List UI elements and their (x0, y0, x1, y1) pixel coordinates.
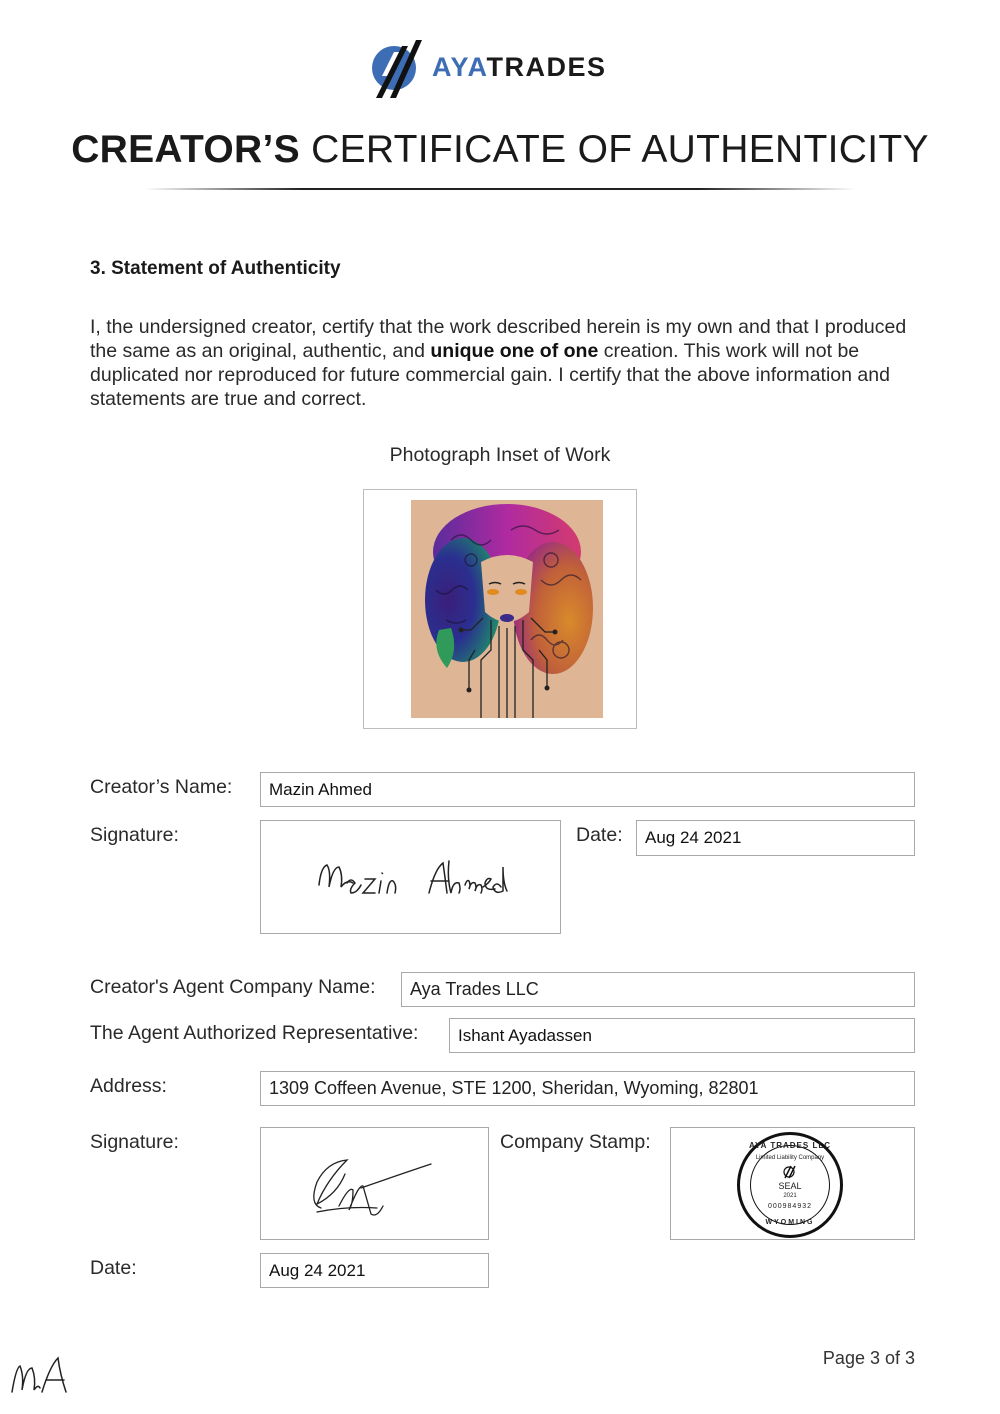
photo-frame (363, 489, 637, 729)
brand-name (432, 52, 607, 83)
creator-name-field[interactable]: Mazin Ahmed (260, 772, 915, 807)
stamp-label: Company Stamp: (500, 1131, 651, 1153)
aya-logo-mark-icon (372, 40, 422, 98)
brand-name-trades: TRADES (486, 52, 607, 82)
seal-logo-icon (783, 1165, 797, 1179)
title-rest: CERTIFICATE OF AUTHENTICITY (299, 128, 929, 171)
agent-signature-label: Signature: (90, 1131, 179, 1153)
brand-name-aya: AYA (432, 52, 487, 82)
creator-name-label: Creator’s Name: (90, 776, 233, 798)
company-seal (737, 1132, 843, 1238)
seal-word: SEAL (778, 1181, 802, 1191)
statement-text-bold: unique one of one (430, 340, 599, 362)
agent-signature-drawing (261, 1128, 488, 1239)
agent-rep-label: The Agent Authorized Representative: (90, 1022, 419, 1044)
statement-paragraph (90, 315, 920, 411)
seal-top-text: AYA TRADES LLC (748, 1141, 831, 1150)
company-stamp-box (670, 1127, 915, 1240)
creator-date-label: Date: (576, 824, 623, 846)
seal-year: 2021 (783, 1193, 797, 1199)
agent-company-field[interactable]: Aya Trades LLC (401, 972, 915, 1007)
statement-text-1: I, the undersigned creator, certify that the work described herein is my own and that I produced the same as an original, authentic, and (90, 316, 907, 362)
agent-date-label: Date: (90, 1257, 137, 1279)
creator-signature-drawing (261, 821, 560, 933)
seal-bottom-text: WYOMING (765, 1219, 815, 1226)
artwork-image (411, 500, 603, 718)
seal-number: 000984932 (767, 1203, 813, 1210)
seal-inner-text: Limited Liability Company (755, 1155, 825, 1161)
title-bold: CREATOR’S (71, 128, 300, 171)
creator-date-field[interactable]: Aug 24 2021 (636, 820, 915, 856)
page-number: Page 3 of 3 (822, 1348, 915, 1368)
page-title (0, 128, 1000, 172)
title-divider (145, 188, 855, 190)
agent-company-label: Creator's Agent Company Name: (90, 976, 376, 998)
agent-address-label: Address: (90, 1075, 167, 1097)
initials-signature (6, 1352, 76, 1402)
statement-text-2: creation. This work will not be duplicated nor reproduced for future commercial gain. I certify that the above information and statements are true and correct. (90, 340, 890, 410)
agent-date-field[interactable]: Aug 24 2021 (260, 1253, 489, 1288)
photo-caption: Photograph Inset of Work (389, 444, 611, 466)
section-heading: 3. Statement of Authenticity (90, 258, 341, 279)
agent-rep-field[interactable]: Ishant Ayadassen (449, 1018, 915, 1053)
creator-signature-box[interactable] (260, 820, 561, 934)
agent-signature-box[interactable] (260, 1127, 489, 1240)
agent-address-field[interactable]: 1309 Coffeen Avenue, STE 1200, Sheridan, Wyoming, 82801 (260, 1071, 915, 1106)
creator-signature-label: Signature: (90, 824, 179, 846)
